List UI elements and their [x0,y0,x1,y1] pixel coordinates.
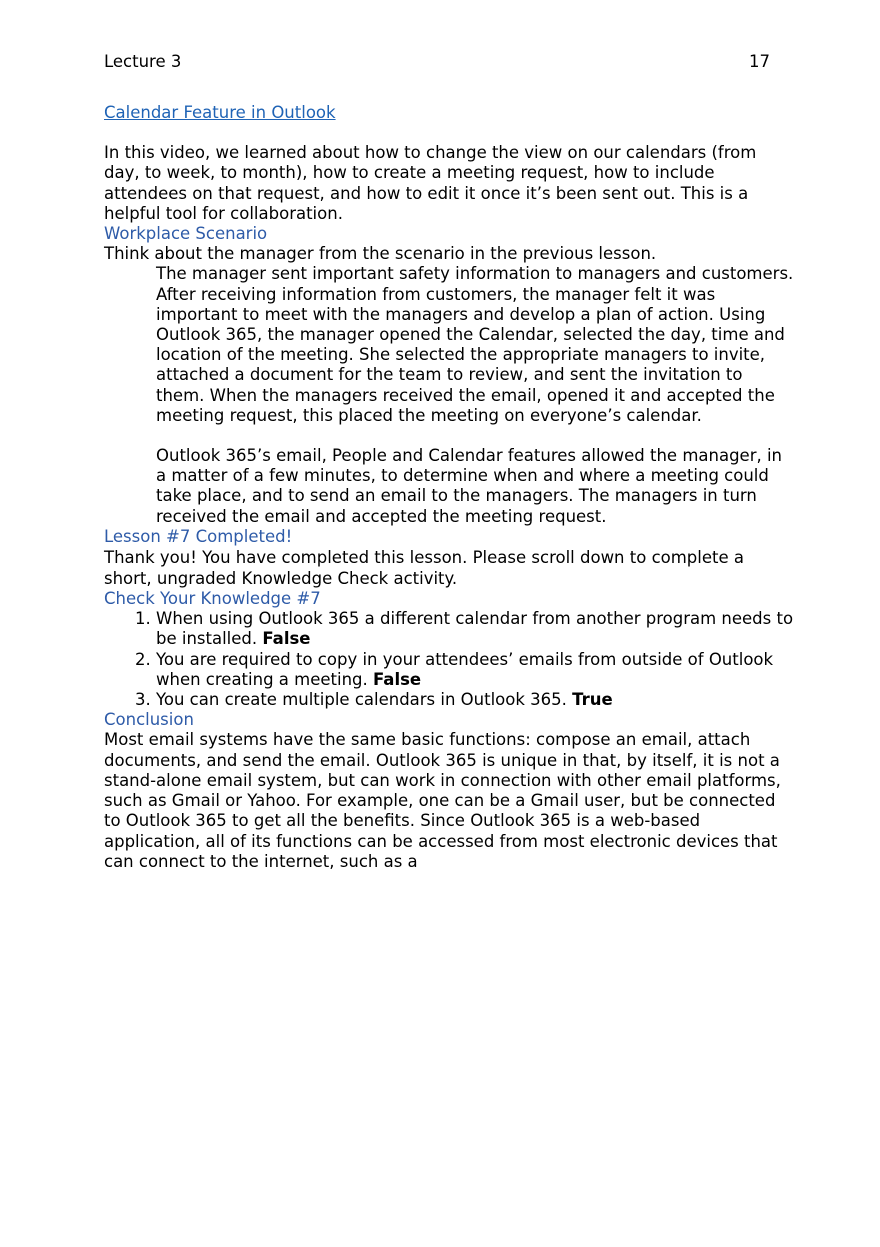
answer-label: False [373,669,422,689]
list-item [156,609,794,649]
lesson-completed-heading: Lesson #7 Completed! [104,526,293,546]
answer-label: False [262,629,311,649]
lesson-completed-text: Thank you! You have completed this lesson. Please scroll down to complete a short, ungraded Knowledge Check activity. [104,548,744,589]
workplace-scenario-heading: Workplace Scenario [104,224,268,244]
question-text: You can create multiple calendars in Outlook 365. [156,690,573,710]
scenario-paragraph: The manager sent important safety information to managers and customers. After receiving information from customers, the manager felt it was important to meet with the managers and develop a plan of action. Using Outlook 365, the manager opened the Calendar, selected the day, time and location of the meeting. She selected the appropriate managers to invite, attached a document for the team to review, and sent the invitation to them. When the managers received the email, opened it and accepted the meeting request, this placed the meeting on everyone’s calendar. [156,264,794,425]
scenario-lead: Think about the manager from the scenario in the previous lesson. [104,244,657,264]
list-item [156,690,794,710]
conclusion-paragraph: Most email systems have the same basic functions: compose an email, attach documents, and send the email. Outlook 365 is unique in that, by itself, it is not a stand-alone email system, but can work in connection with other email platforms, such as Gmail or Yahoo. For example, one can be a Gmail user, but be connected to Outlook 365 to get all the benefits. Since Outlook 365 is a web-based application, all of its functions can be accessed from most electronic devices that can connect to the internet, such as a [104,730,781,871]
list-item [156,650,794,690]
knowledge-check-list [104,609,794,710]
page-content [104,103,794,872]
scenario-paragraph: Outlook 365’s email, People and Calendar features allowed the manager, in a matter of a few minutes, to determine when and where a meeting could take place, and to send an email to the managers. The managers in turn received the email and accepted the meeting request. [156,446,783,526]
question-text: When using Outlook 365 a different calendar from another program needs to be installed. [156,609,794,649]
page-number: 17 [749,52,770,71]
page-header-title: Lecture 3 [104,52,182,71]
conclusion-heading: Conclusion [104,710,194,730]
answer-label: True [572,690,613,710]
intro-paragraph: In this video, we learned about how to change the view on our calendars (from day, to week, to month), how to create a meeting request, how to include attendees on that request, and how to edit it once it’s been sent out. This is a helpful tool for collaboration. [104,143,757,223]
calendar-feature-link[interactable]: Calendar Feature in Outlook [104,103,336,122]
question-text: You are required to copy in your attendees’ emails from outside of Outlook when creating a meeting. [156,649,774,689]
knowledge-check-heading: Check Your Knowledge #7 [104,589,321,609]
